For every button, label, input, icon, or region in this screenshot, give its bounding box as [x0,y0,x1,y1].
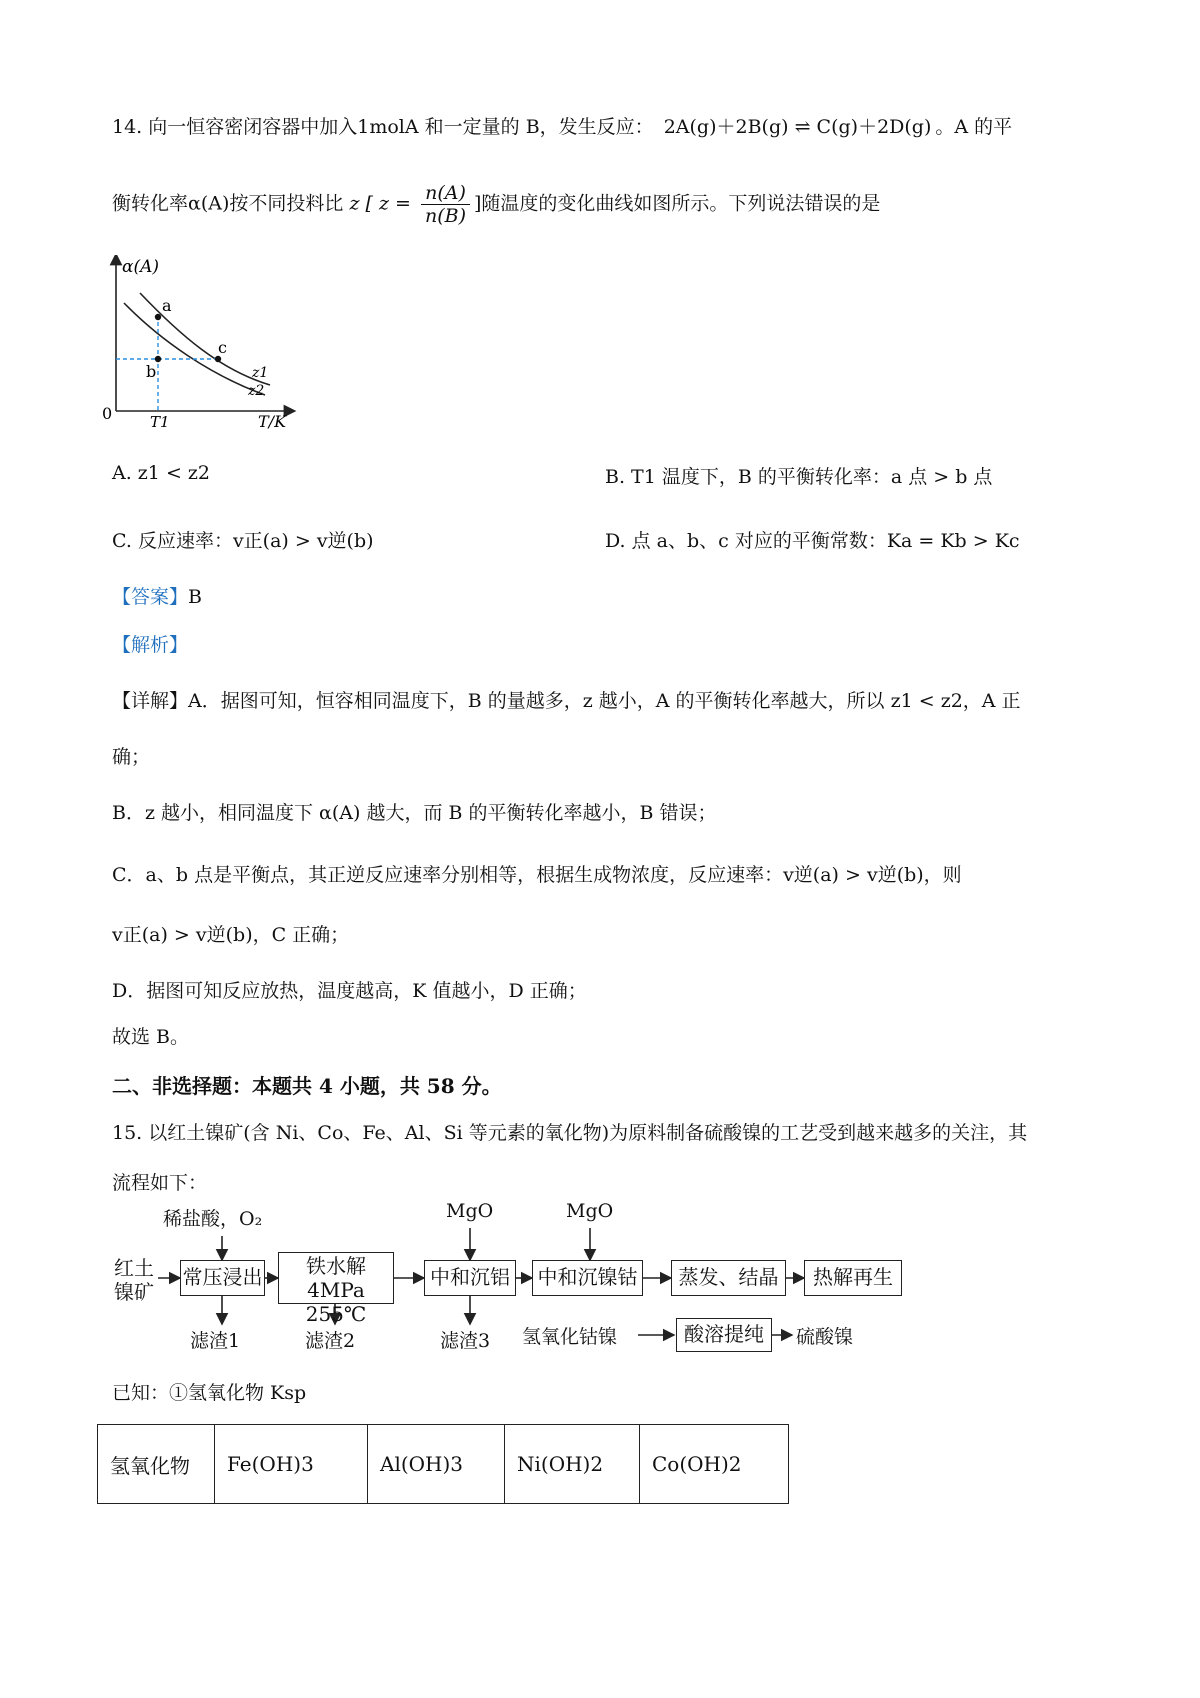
table-cell: Ni(OH)2 [505,1425,640,1504]
origin-label: 0 [102,404,113,423]
detail-conclusion: 故选 B。 [112,1026,190,1048]
table-cell: Al(OH)3 [368,1425,505,1504]
section-2-heading: 二、非选择题：本题共 4 小题，共 58 分。 [112,1074,502,1098]
answer-value: B [188,586,202,608]
detail-a-line2: 确； [112,746,151,768]
curve-z1-label: z1 [252,365,269,381]
table-cell: Fe(OH)3 [215,1425,368,1504]
point-a-label: a [162,296,172,315]
flow-step-regenerate: 热解再生 [804,1260,902,1296]
flow-step-leaching: 常压浸出 [180,1260,265,1296]
q14-line2-text: 衡转化率α(A)按不同投料比 [112,192,344,215]
hydrolysis-condition: 4MPa 255℃ [305,1278,367,1326]
option-d: D. 点 a、b、c 对应的平衡常数：Ka = Kb > Kc [605,530,1020,552]
detail-b: B．z 越小，相同温度下 α(A) 越大，而 B 的平衡转化率越小，B 错误； [112,802,717,824]
q14-tail: 。A 的平 [935,116,1013,138]
flow-step-nico-precip: 中和沉镍钴 [532,1260,643,1296]
table-cell: 氢氧化物 [98,1425,215,1504]
z-definition: z [ z = [349,192,411,215]
detail-c-line1: C．a、b 点是平衡点，其正逆反应速率分别相等，根据生成物浓度，反应速率：v逆(a) > v逆(b)，则 [112,864,962,886]
q14-text-2: A 和一定量的 B，发生反应： [404,116,654,138]
q15-line2: 流程如下： [112,1172,208,1194]
table-cell: Co(OH)2 [640,1425,789,1504]
flow-mgo-1: MgO [446,1200,494,1222]
detail-d: D．据图可知反应放热，温度越高，K 值越小，D 正确； [112,980,587,1002]
fraction-numerator: n(A) [421,182,470,205]
curve-z2-label: z2 [248,383,265,399]
detail-c-line2: v正(a) > v逆(b)，C 正确； [112,924,350,946]
detail-tag: 【详解】 [112,690,189,712]
q14-amount: 1mol [357,116,405,138]
reaction-equation: 2A(g)＋2B(g) ⇌ C(g)＋2D(g) [663,116,932,138]
q15-line1: 15. 以红土镍矿(含 Ni、Co、Fe、Al、Si 等元素的氧化物)为原料制备硫酸镍的工艺受到越来越多的关注，其 [112,1122,1028,1144]
ksp-table [97,1424,789,1504]
known-ksp: 已知：①氢氧化物 Ksp [112,1382,307,1404]
hydrolysis-label: 铁水解 [306,1254,366,1278]
flow-step-acid-purify: 酸溶提纯 [676,1318,772,1352]
x-axis-label: T/K [258,412,287,430]
flow-residue-2: 滤渣2 [305,1330,356,1352]
q14-text: 14. 向一恒容密闭容器中加入 [112,116,358,138]
flow-product: 硫酸镍 [796,1326,854,1348]
point-b-label: b [146,362,157,381]
option-c: C. 反应速率：v正(a) > v逆(b) [112,530,374,552]
analysis-tag: 【解析】 [112,634,189,656]
option-a: A. z1 < z2 [112,462,210,484]
flow-residue-1: 滤渣1 [190,1330,241,1352]
t1-label: T1 [150,413,170,430]
flow-step-hydrolysis [278,1252,394,1326]
flow-residue-3: 滤渣3 [440,1330,491,1352]
option-b: B. T1 温度下，B 的平衡转化率：a 点 > b 点 [605,466,993,488]
point-c-label: c [218,338,227,357]
flow-input: 红土镍矿 [114,1256,154,1304]
fraction-denominator: n(B) [424,205,466,227]
flow-step-evaporate: 蒸发、结晶 [671,1260,786,1296]
y-axis-label: α(A) [122,257,160,277]
answer-tag: 【答案】 [112,586,189,608]
flow-reagent1: 稀盐酸，O₂ [163,1208,263,1230]
flow-hydroxide: 氢氧化钴镍 [522,1326,618,1348]
flow-mgo-2: MgO [566,1200,614,1222]
q14-line2-post: ]随温度的变化曲线如图所示。下列说法错误的是 [474,192,881,215]
table-row [98,1425,789,1504]
flow-step-al-precip: 中和沉铝 [424,1260,516,1296]
detail-a-text: A．据图可知，恒容相同温度下，B 的量越多，z 越小，A 的平衡转化率越大，所以 z1 < z2，A 正 [188,690,1021,712]
